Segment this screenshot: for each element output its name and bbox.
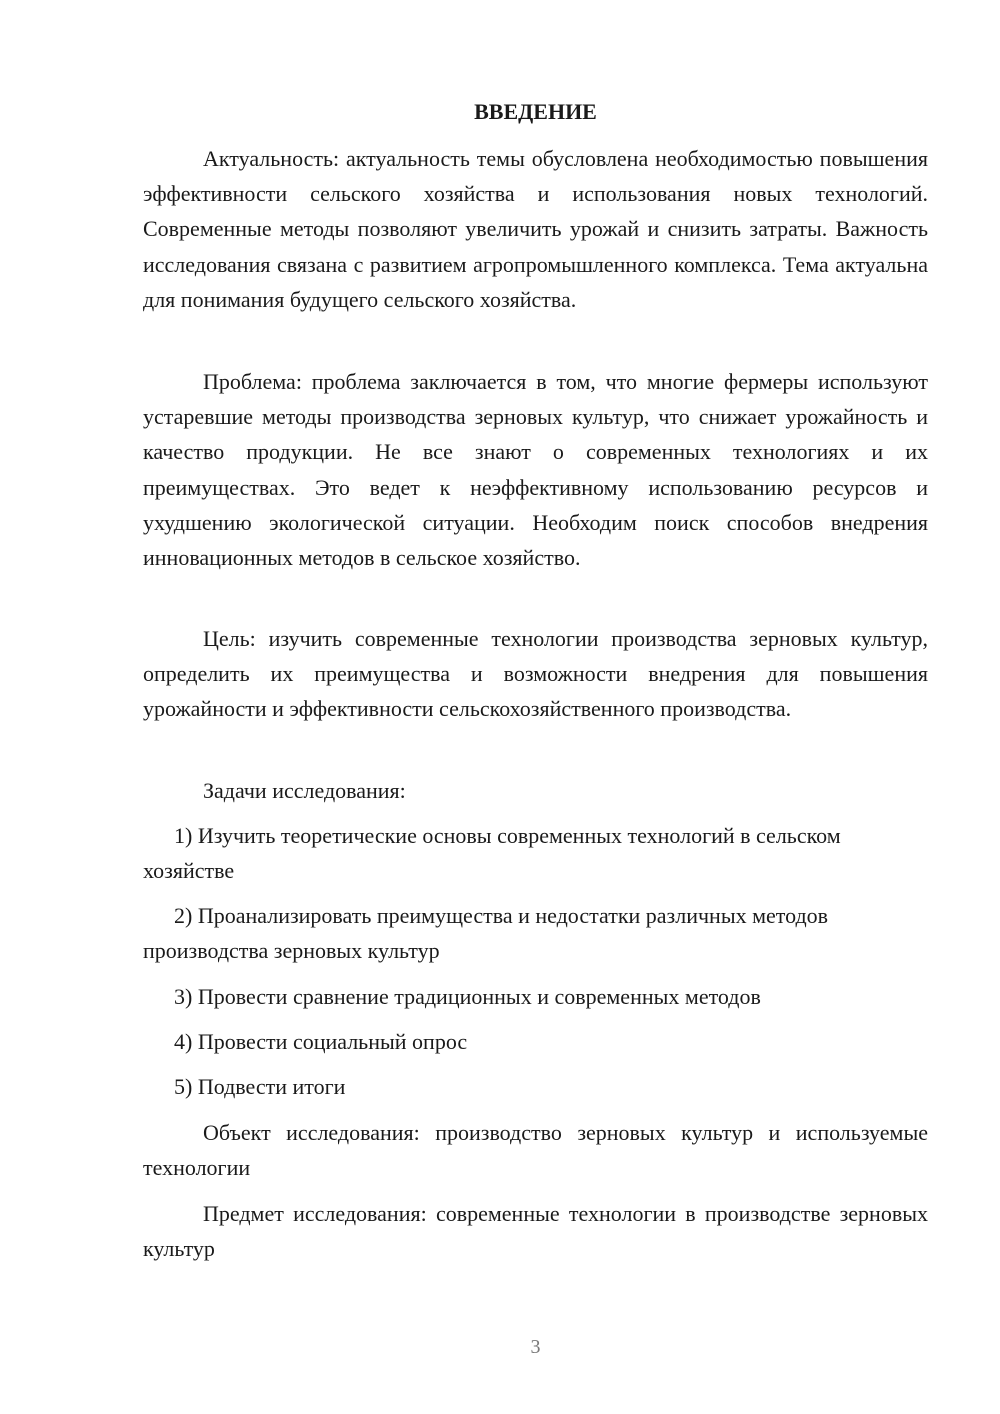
paragraph-relevance: Актуальность: актуальность темы обусловлена необходимостью повышения эффективности сельского хозяйства и использования новых технологий. Современные методы позволяют увеличить урожай и снизить затраты. Важность исследования связана с развитием агропромышленного комплекса. Тема актуальна для понимания будущего сельского хозяйства. xyxy=(143,146,928,312)
tasks-heading: Задачи исследования: xyxy=(203,778,406,803)
paragraph-goal: Цель: изучить современные технологии производства зерновых культур, определить их преимущества и возможности внедрения для повышения урожайности и эффективности сельскохозяйственного производства. xyxy=(143,626,928,722)
paragraph-object: Объект исследования: производство зерновых культур и используемые технологии xyxy=(143,1120,928,1181)
page-title: ВВЕДЕНИЕ xyxy=(474,99,597,124)
task-item-3: 3) Провести сравнение традиционных и современных методов xyxy=(174,984,761,1009)
paragraph-problem: Проблема: проблема заключается в том, что многие фермеры используют устаревшие методы производства зерновых культур, что снижает урожайность и качество продукции. Не все знают о современных технологиях и их преимуществах. Это ведет к неэффективному использованию ресурсов и ухудшению экологической ситуации. Необходим поиск способов внедрения инновационных методов в сельское хозяйство. xyxy=(143,369,928,571)
paragraph-subject: Предмет исследования: современные технологии в производстве зерновых культур xyxy=(143,1201,928,1262)
page-number: 3 xyxy=(530,1336,541,1358)
task-item-2: 2) Проанализировать преимущества и недостатки различных методов производства зерновых культур xyxy=(143,903,829,964)
task-item-4: 4) Провести социальный опрос xyxy=(174,1029,468,1054)
task-item-5: 5) Подвести итоги xyxy=(174,1074,346,1099)
task-item-1: 1) Изучить теоретические основы современных технологий в сельском хозяйстве xyxy=(143,823,841,884)
